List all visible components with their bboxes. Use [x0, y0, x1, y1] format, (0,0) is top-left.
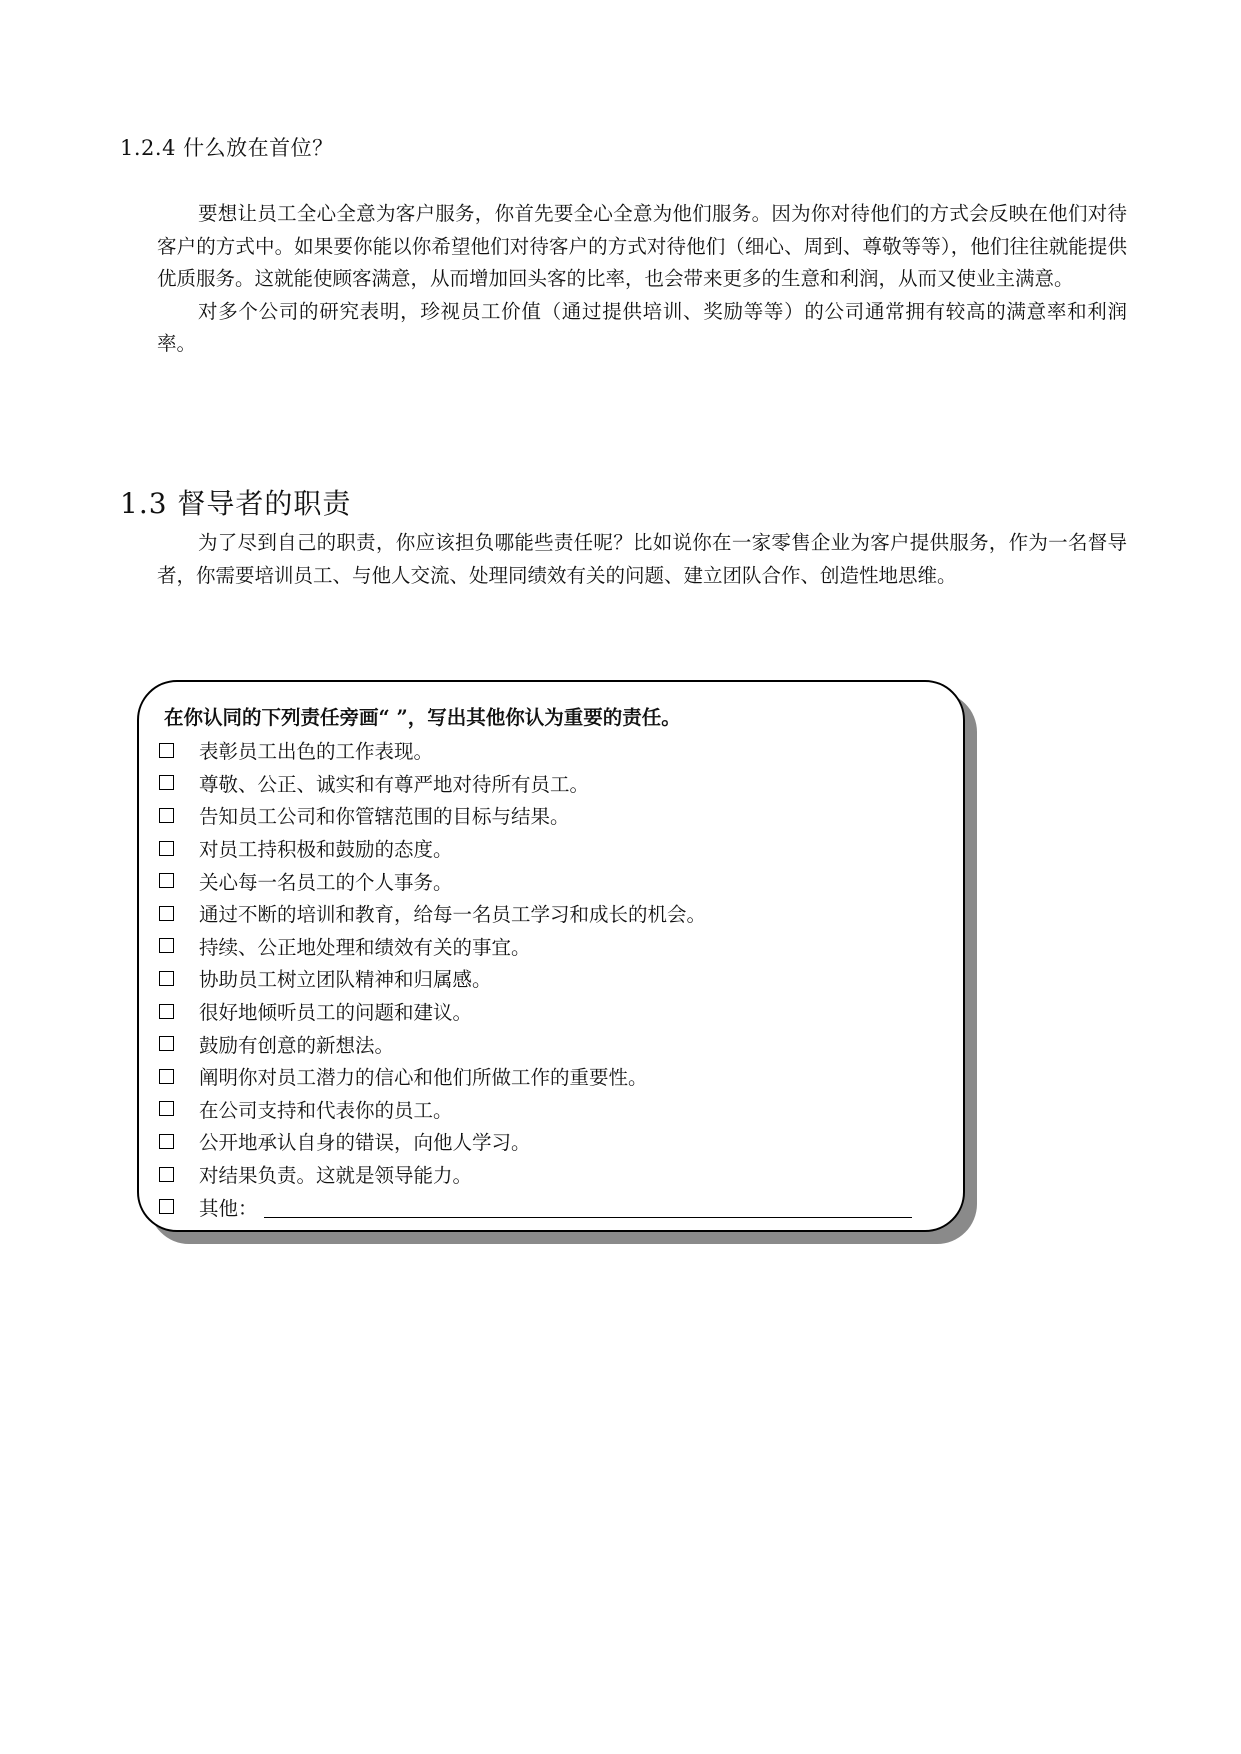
checklist-item-label: 通过不断的培训和教育，给每一名员工学习和成长的机会。	[199, 903, 707, 927]
checkbox[interactable]	[159, 743, 174, 758]
checklist	[159, 734, 912, 1223]
checklist-item-label: 对员工持积极和鼓励的态度。	[199, 838, 453, 862]
checklist-item-label: 鼓励有创意的新想法。	[199, 1033, 395, 1057]
checkbox[interactable]	[159, 1134, 174, 1149]
checklist-item	[159, 799, 912, 832]
checkbox[interactable]	[159, 1199, 174, 1214]
checklist-item-label: 尊敬、公正、诚实和有尊严地对待所有员工。	[199, 772, 590, 796]
checkbox[interactable]	[159, 1167, 174, 1182]
checkbox[interactable]	[159, 1069, 174, 1084]
checklist-item	[159, 864, 912, 897]
checklist-item	[159, 734, 912, 767]
checklist-item	[159, 1060, 912, 1093]
checklist-item-label: 在公司支持和代表你的员工。	[199, 1098, 453, 1122]
checkbox[interactable]	[159, 971, 174, 986]
checklist-item	[159, 962, 912, 995]
checklist-item-label: 告知员工公司和你管辖范围的目标与结果。	[199, 805, 570, 829]
section-13-heading: 1.3 督导者的职责	[120, 487, 352, 520]
checklist-item-label: 关心每一名员工的个人事务。	[199, 870, 453, 894]
checklist-item	[159, 897, 912, 930]
checklist-item-label: 持续、公正地处理和绩效有关的事宜。	[199, 935, 531, 959]
checklist-item	[159, 1158, 912, 1191]
checkbox[interactable]	[159, 1101, 174, 1116]
checkbox[interactable]	[159, 938, 174, 953]
checkbox[interactable]	[159, 1004, 174, 1019]
checklist-instruction: 在你认同的下列责任旁画“ ”，写出其他你认为重要的责任。	[164, 706, 681, 729]
body-paragraph: 要想让员工全心全意为客户服务，你首先要全心全意为他们服务。因为你对待他们的方式会反映在他们对待客户的方式中。如果要你能以你希望他们对待客户的方式对待他们（细心、周到、尊敬等等），他们往往就能提供优质服务。这就能使顾客满意，从而增加回头客的比率，也会带来更多的生意和利润，从而又使业主满意。	[157, 202, 1127, 290]
checkbox[interactable]	[159, 808, 174, 823]
checkbox[interactable]	[159, 873, 174, 888]
checklist-item	[159, 1027, 912, 1060]
checklist-item	[159, 930, 912, 963]
checklist-item-label: 协助员工树立团队精神和归属感。	[199, 968, 492, 992]
checklist-item	[159, 767, 912, 800]
checklist-item	[159, 995, 912, 1028]
other-label: 其他：	[199, 1196, 258, 1220]
checklist-item-label: 公开地承认自身的错误，向他人学习。	[199, 1131, 531, 1155]
checklist-item	[159, 832, 912, 865]
checklist-item-label: 表彰员工出色的工作表现。	[199, 740, 434, 764]
checklist-item	[159, 1093, 912, 1126]
checkbox[interactable]	[159, 841, 174, 856]
other-fill-in-line[interactable]	[264, 1216, 912, 1218]
checkbox[interactable]	[159, 906, 174, 921]
section-124-body	[157, 198, 1127, 361]
checklist-item-label: 阐明你对员工潜力的信心和他们所做工作的重要性。	[199, 1066, 648, 1090]
checkbox[interactable]	[159, 775, 174, 790]
section-124-heading: 1.2.4 什么放在首位？	[120, 136, 334, 160]
section-13-body	[157, 527, 1127, 592]
checkbox[interactable]	[159, 1036, 174, 1051]
checklist-item-label: 很好地倾听员工的问题和建议。	[199, 1001, 473, 1025]
body-paragraph: 对多个公司的研究表明，珍视员工价值（通过提供培训、奖励等等）的公司通常拥有较高的满意率和利润率。	[157, 299, 1127, 355]
body-paragraph: 为了尽到自己的职责，你应该担负哪能些责任呢？比如说你在一家零售企业为客户提供服务，作为一名督导者，你需要培训员工、与他人交流、处理同绩效有关的问题、建立团队合作、创造性地思维。	[157, 531, 1127, 587]
checklist-item-other	[159, 1190, 912, 1223]
checklist-box	[137, 680, 965, 1232]
checklist-item	[159, 1125, 912, 1158]
checklist-item-label: 对结果负责。这就是领导能力。	[199, 1164, 473, 1188]
